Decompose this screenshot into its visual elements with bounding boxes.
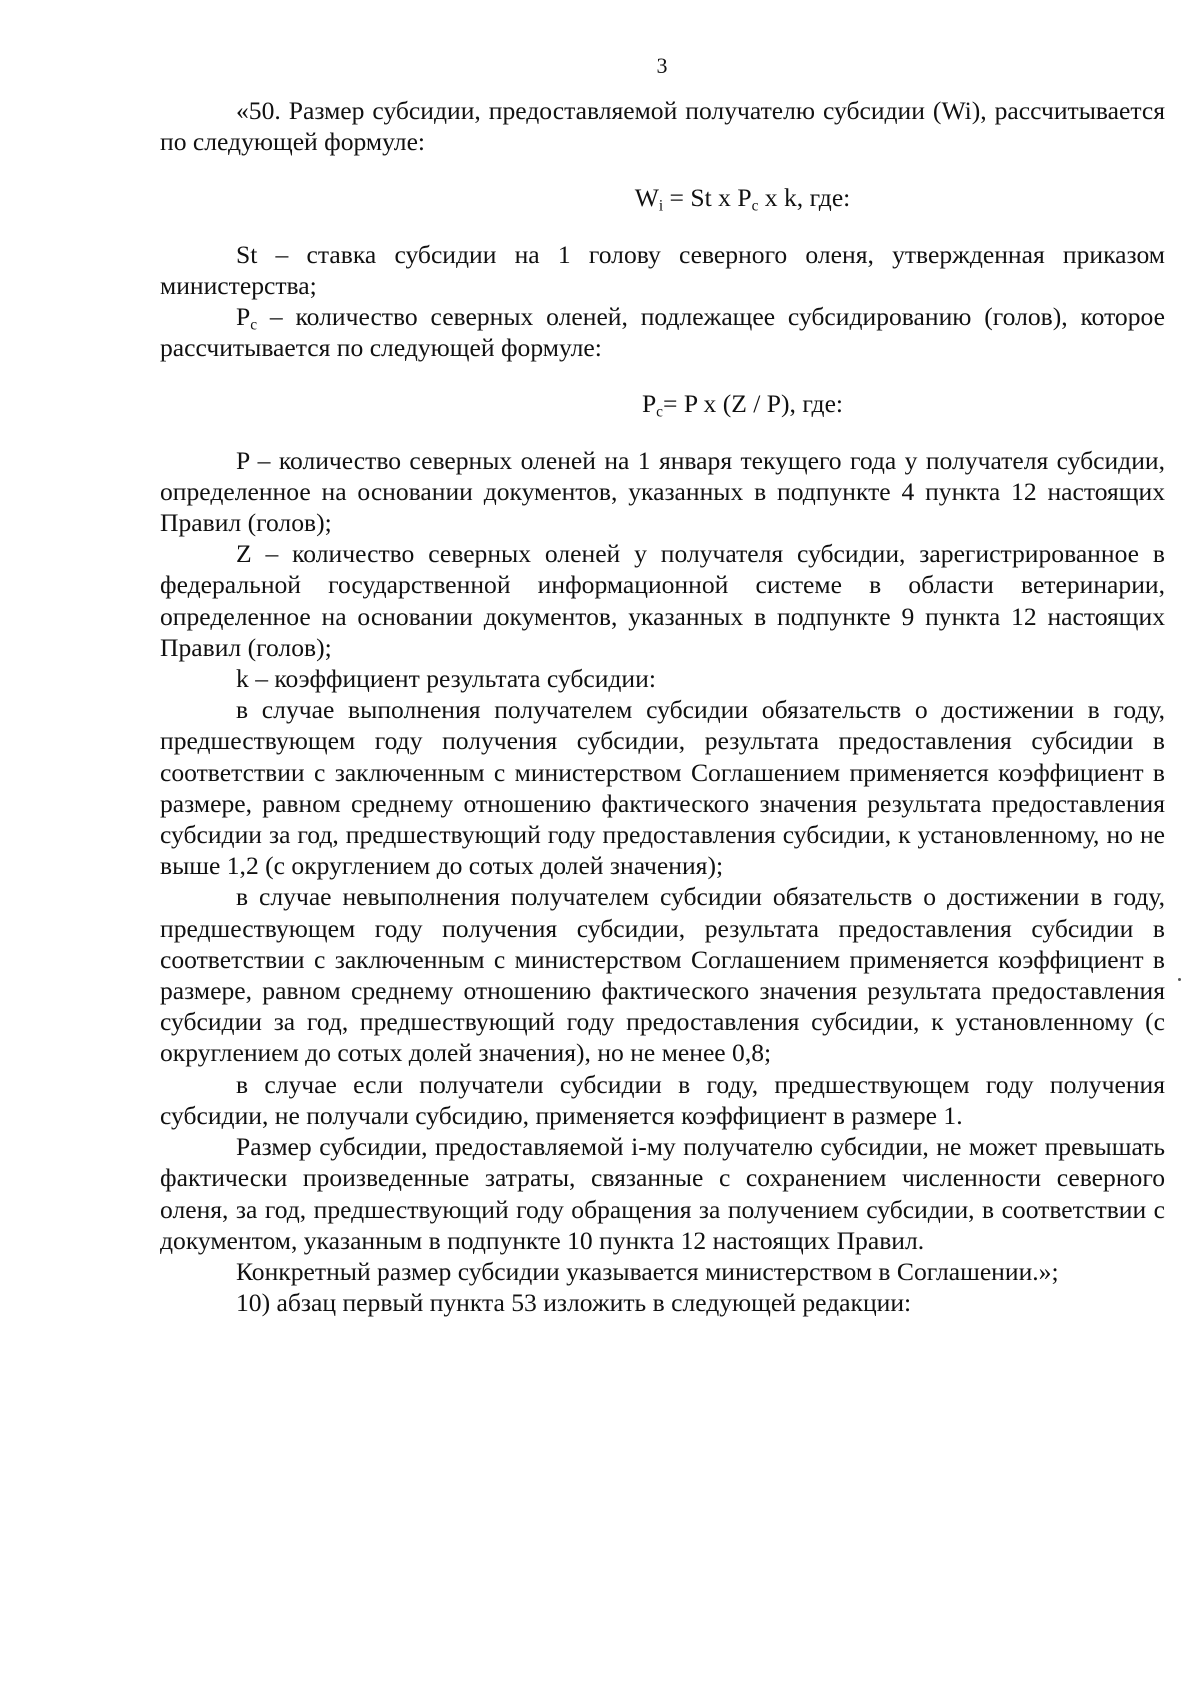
- k-case-fulfilled: в случае выполнения получателем субсидии обязательств о достижении в году, предшествующем году получения субсидии, результата предоставления субсидии в соответствии с заключенным с министерством Соглашением применяется коэффициент в размере, равном среднему отношению фактического значения результата предоставления субсидии за год, предшествующий году предоставления субсидии, к установленному, но не выше 1,2 (с округлением до сотых долей значения);: [160, 695, 1165, 881]
- subsidy-limit-paragraph: Размер субсидии, предоставляемой i-му получателю субсидии, не может превышать фактически произведенные затраты, связанные с сохранением численности северного оленя, за год, предшествующий году обращения за получением субсидии, в соответствии с документом, указанным в подпункте 10 пункта 12 настоящих Правил.: [160, 1132, 1165, 1255]
- formula-pc-subscript: c: [751, 198, 759, 215]
- specific-size-paragraph: Конкретный размер субсидии указывается министерством в Соглашении.»;: [236, 1256, 1059, 1286]
- formula2-p: P: [641, 389, 657, 419]
- definition-k: k – коэффициент результата субсидии:: [236, 664, 656, 694]
- definition-pc-symbol: P: [236, 302, 251, 332]
- item-10-paragraph: 10) абзац первый пункта 53 изложить в следующей редакции:: [236, 1288, 912, 1318]
- formula2-p-subscript: c: [656, 404, 663, 422]
- scan-speck: [1178, 978, 1181, 981]
- k-case-no-subsidy: в случае если получатели субсидии в году, предшествующем году получения субсидии, не получали субсидию, применяется коэффициент в размере 1.: [160, 1069, 1165, 1130]
- formula-mid: = St x P: [663, 183, 752, 213]
- definition-z: Z – количество северных оленей у получателя субсидии, зарегистрированное в федеральной государственной информационной системе в области ветеринарии, определенное на основании документов, указанных в подпункте 9 пункта 12 настоящих Правил (голов);: [160, 539, 1165, 662]
- definition-st: St – ставка субсидии на 1 голову северного оленя, утвержденная приказом министерства;: [160, 239, 1165, 300]
- formula-tail: x k, где:: [758, 183, 851, 213]
- definition-p: P – количество северных оленей на 1 января текущего года у получателя субсидии, определенное на основании документов, указанных в подпункте 4 пункта 12 настоящих Правил (голов);: [160, 445, 1165, 538]
- formula-w-subscript: i: [658, 198, 664, 215]
- k-case-not-fulfilled: в случае невыполнения получателем субсидии обязательств о достижении в году, предшествующем году получения субсидии, результата предоставления субсидии в соответствии с заключенным с министерством Соглашением применяется коэффициент в размере, равном среднему отношению фактического значения результата предоставления субсидии за год, предшествующий году предоставления субсидии, к установленному (с округлением до сотых долей значения), но не менее 0,8;: [160, 882, 1165, 1068]
- definition-pc-subscript: c: [250, 316, 258, 334]
- formula2-tail: = P x (Z / P), где:: [663, 389, 844, 419]
- paragraph-50-intro: «50. Размер субсидии, предоставляемой получателю субсидии (Wi), рассчитывается по следующей формуле:: [160, 96, 1165, 157]
- definition-pc-text: – количество северных оленей, подлежащее субсидированию (голов), которое рассчитывается по следующей формуле:: [160, 302, 1165, 363]
- definition-pc: [160, 301, 1165, 363]
- page-number: 3: [656, 53, 668, 78]
- formula-subsidy-size: [160, 182, 1165, 213]
- document-body: [160, 95, 1165, 1318]
- formula-w: W: [634, 183, 659, 213]
- formula-pc: [160, 388, 1165, 422]
